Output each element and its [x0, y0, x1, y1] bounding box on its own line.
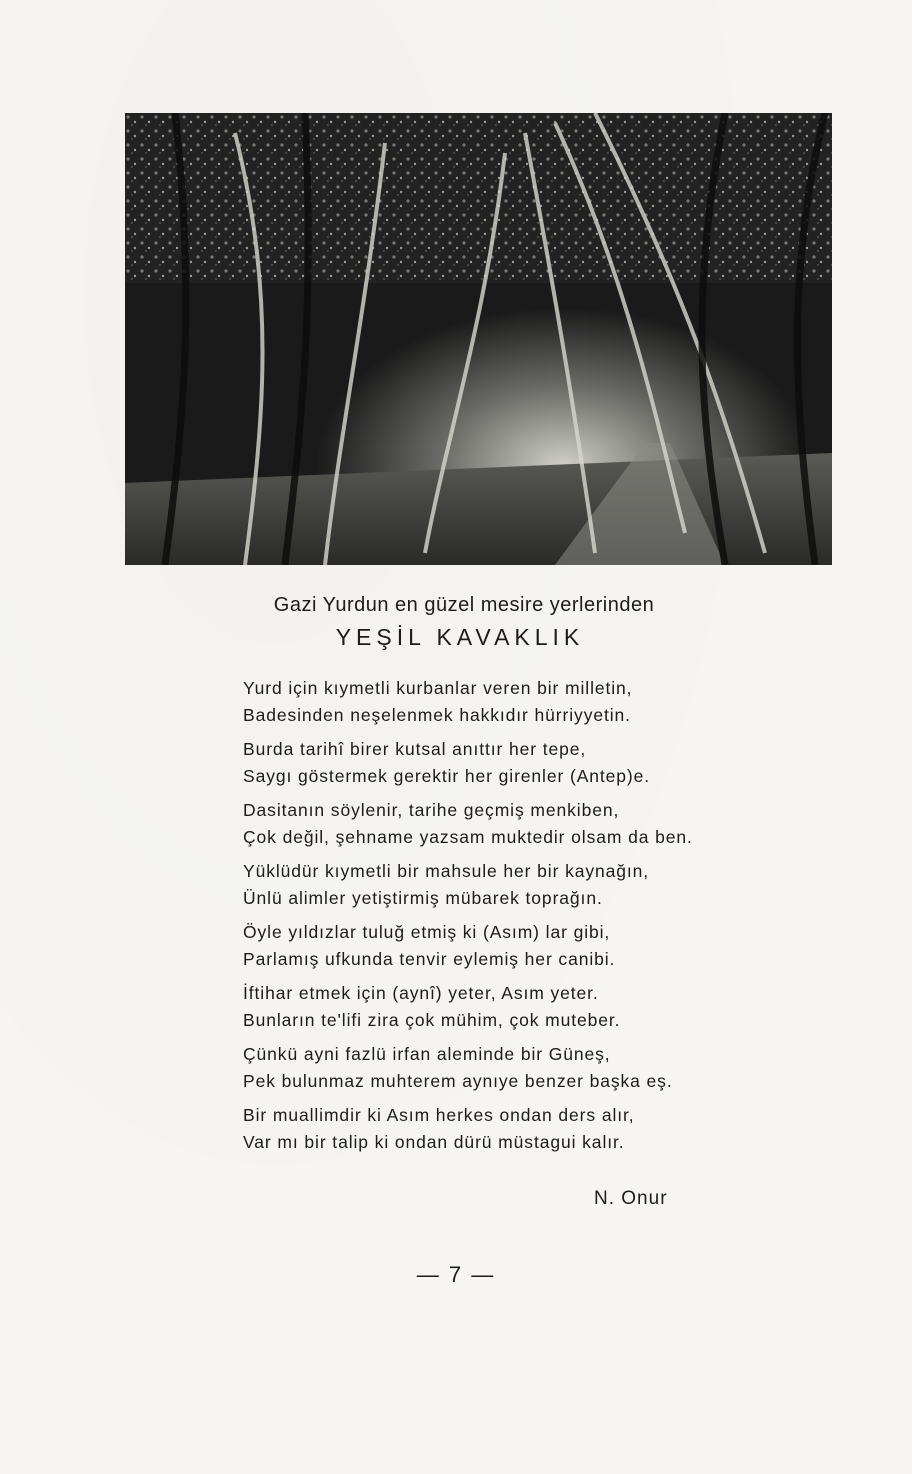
- poem-stanza: [243, 858, 803, 912]
- poem-stanza: [243, 919, 803, 973]
- tree-lined-avenue-photo-icon: [125, 113, 832, 565]
- photo-caption-subtitle: Gazi Yurdun en güzel mesire yerlerinden: [273, 594, 655, 616]
- poem-stanza: [243, 675, 803, 729]
- poem-verse: Bir muallimdir ki Asım herkes ondan ders alır,: [243, 1105, 635, 1125]
- poem-verse: İftihar etmek için (aynî) yeter, Asım yeter.: [243, 983, 599, 1003]
- poem-verse: Ünlü alimler yetiştirmiş mübarek toprağın.: [243, 888, 603, 908]
- poem-verse: Dasitanın söylenir, tarihe geçmiş menkiben,: [243, 800, 620, 820]
- tree-avenue-photo: [125, 113, 832, 565]
- poem-stanza: [243, 1102, 803, 1156]
- poem-verse: Parlamış ufkunda tenvir eylemiş her canibi.: [243, 949, 616, 969]
- poem-author: N. Onur: [594, 1188, 668, 1209]
- poem-verse: Var mı bir talip ki ondan dürü müstagui kalır.: [243, 1132, 625, 1152]
- poem-verse: Çünkü ayni fazlü irfan aleminde bir Güneş,: [243, 1044, 611, 1064]
- poem-stanza: [243, 1041, 803, 1095]
- poem-verse: Çok değil, şehname yazsam muktedir olsam da ben.: [243, 827, 693, 847]
- page-number: — 7 —: [416, 1262, 496, 1287]
- poem-verse: Badesinden neşelenmek hakkıdır hürriyyetin.: [243, 705, 631, 725]
- poem-stanza: [243, 797, 803, 851]
- poem-verse: Yurd için kıymetli kurbanlar veren bir milletin,: [243, 678, 633, 698]
- poem-verse: Bunların te'lifi zira çok mühim, çok muteber.: [243, 1010, 621, 1030]
- poem-verse: Pek bulunmaz muhterem aynıye benzer başka eş.: [243, 1071, 673, 1091]
- poem-verse: Saygı göstermek gerektir her girenler (Antep)e.: [243, 766, 651, 786]
- poem-verse: Öyle yıldızlar tuluğ etmiş ki (Asım) lar gibi,: [243, 922, 611, 942]
- poem-stanza: [243, 980, 803, 1034]
- poem-stanza: [243, 736, 803, 790]
- poem-verse: Yüklüdür kıymetli bir mahsule her bir kaynağın,: [243, 861, 650, 881]
- photo-caption-title: YEŞİL KAVAKLIK: [335, 624, 585, 650]
- poem-verse: Burda tarihî birer kutsal anıttır her tepe,: [243, 739, 587, 759]
- poem: [243, 675, 803, 1163]
